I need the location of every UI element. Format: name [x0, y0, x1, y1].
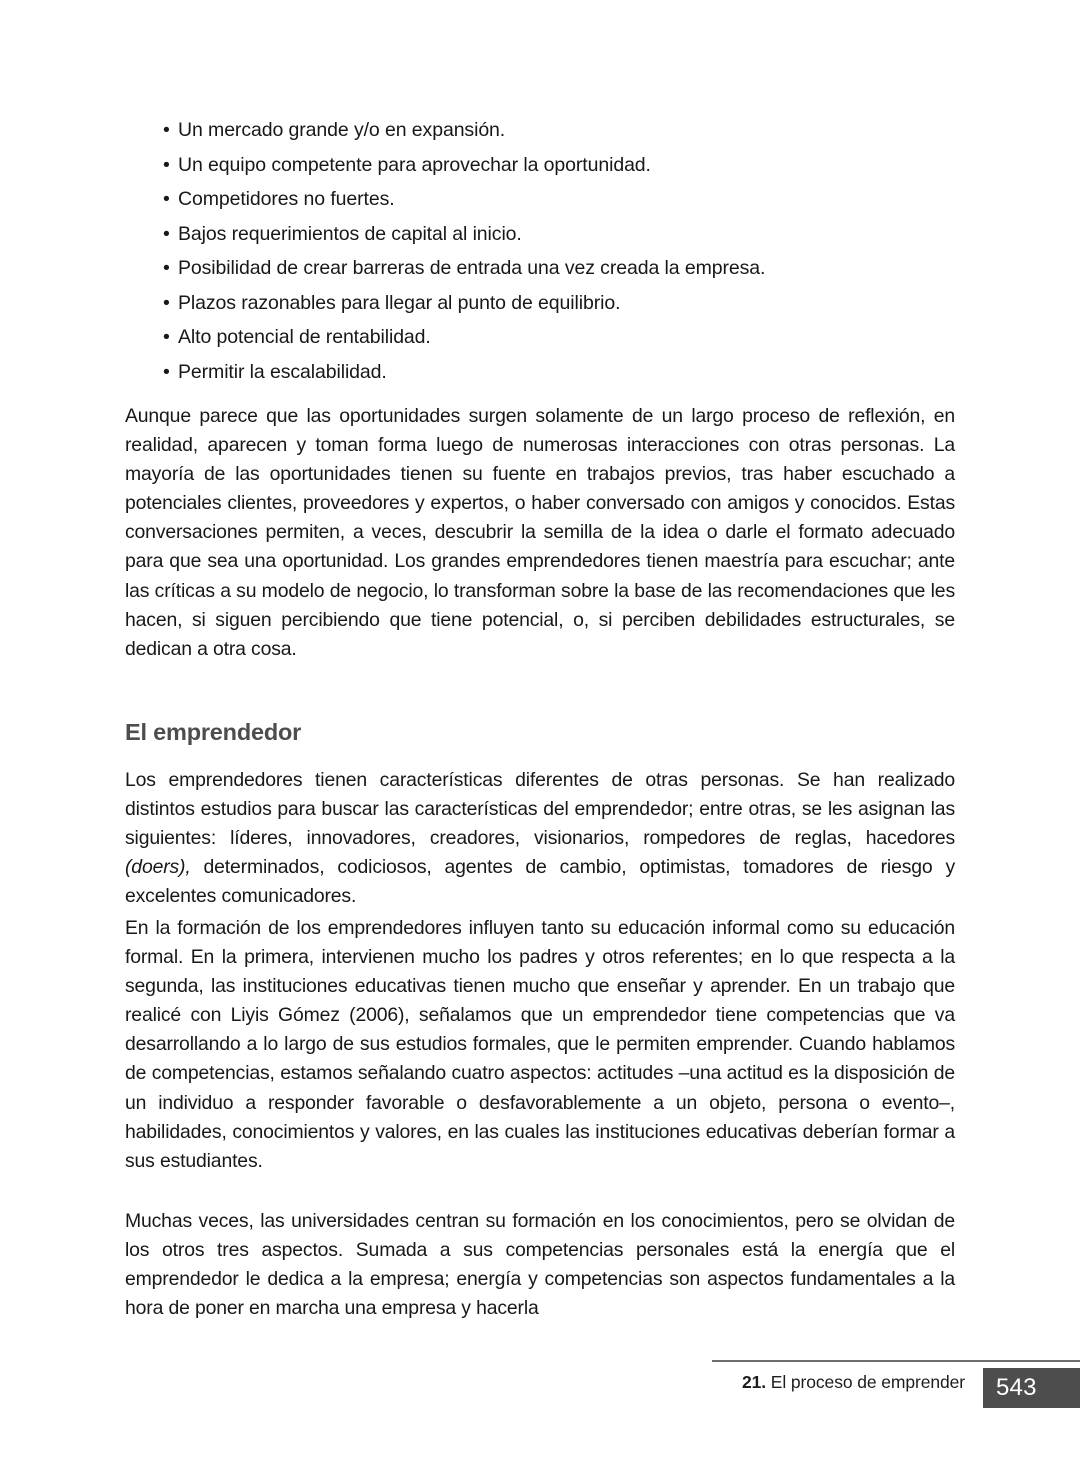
paragraph-block-universities: [125, 1207, 955, 1323]
bullet-icon: •: [163, 326, 170, 348]
bullet-icon: •: [163, 153, 170, 176]
page-title: El emprendedor: [125, 719, 302, 745]
list-item-text: Bajos requerimientos de capital al inicio.: [178, 222, 522, 245]
opportunity-criteria-list: [125, 118, 955, 394]
bullet-icon: •: [163, 291, 170, 314]
list-item: [125, 222, 955, 246]
paragraph-text-after-italic: determinados, codiciosos, agentes de cambio, optimistas, tomadores de riesgo y excelentes comunicadores.: [125, 856, 955, 908]
list-item: [125, 153, 955, 177]
list-item: [125, 118, 955, 142]
list-item: [125, 256, 955, 280]
footer-chapter-number: 21.: [742, 1372, 767, 1392]
page-footer: [0, 1352, 1080, 1459]
footer-chapter-title: El proceso de emprender: [770, 1372, 965, 1392]
paragraph-block-opportunities: [125, 402, 955, 684]
paragraph-block-characteristics: [125, 766, 955, 931]
list-item: [125, 325, 955, 349]
bullet-icon: •: [163, 119, 170, 141]
list-item-text: Un equipo competente para aprovechar la oportunidad.: [178, 153, 651, 176]
page-number-badge: [983, 1368, 1080, 1408]
list-item: [125, 360, 955, 384]
list-item: [125, 291, 955, 315]
list-item-text: Plazos razonables para llegar al punto de equilibrio.: [178, 291, 621, 314]
body-paragraph: [125, 766, 955, 911]
bullet-icon: •: [163, 222, 170, 245]
list-item: [125, 187, 955, 211]
paragraph-text-before-italic: Los emprendedores tienen características diferentes de otras personas. Se han realizado distintos estudios para buscar las características del emprendedor; entre otras, se les asignan las siguientes: líderes, innovadores, creadores, visionarios, rompedores de reglas, hacedores: [125, 769, 955, 850]
italic-term-doers: (doers),: [125, 856, 191, 879]
section-heading-block: [125, 718, 955, 760]
bullet-icon: •: [163, 360, 170, 383]
paragraph-block-education: [125, 914, 955, 1196]
page-number-text: 543: [996, 1374, 1037, 1401]
list-item-text: Un mercado grande y/o en expansión.: [178, 119, 506, 141]
body-paragraph: Aunque parece que las oportunidades surgen solamente de un largo proceso de reflexión, en realidad, aparecen y toman forma luego de numerosas interacciones con otras personas. La mayoría de las oportunidades tienen su fuente en trabajos previos, tras haber escuchado a potenciales clientes, proveedores y expertos, o haber conversado con amigos y conocidos. Estas conversaciones permiten, a veces, descubrir la semilla de la idea o darle el formato adecuado para que sea una oportunidad. Los grandes emprendedores tienen maestría para escuchar; ante las críticas a su modelo de negocio, lo transforman sobre la base de las recomendaciones que les hacen, si siguen percibiendo que tiene potencial, o, si perciben debilidades estructurales, se dedican a otra cosa.: [125, 405, 955, 660]
list-item-text: Alto potencial de rentabilidad.: [178, 326, 431, 348]
bullet-icon: •: [163, 257, 170, 279]
body-paragraph: En la formación de los emprendedores influyen tanto su educación informal como su educación formal. En la primera, intervienen mucho los padres y otros referentes; en lo que respecta a la segunda, las instituciones educativas tienen mucho que enseñar y aprender. En un trabajo que realicé con Liyis Gómez (2006), señalamos que un emprendedor tiene competencias que va desarrollando a lo largo de sus estudios formales, que le permiten emprender. Cuando hablamos de competencias, estamos señalando cuatro aspectos: actitudes –una actitud es la disposición de un individuo a responder favorable o desfavorablemente a un objeto, persona o evento–, habilidades, conocimientos y valores, en las cuales las instituciones educativas deberían formar a sus estudiantes.: [125, 917, 955, 1172]
bullet-icon: •: [163, 188, 170, 210]
footer-chapter-caption: [712, 1370, 965, 1394]
list-item-text: Posibilidad de crear barreras de entrada una vez creada la empresa.: [178, 257, 766, 279]
footer-divider: [712, 1360, 1080, 1362]
list-item-text: Competidores no fuertes.: [178, 188, 395, 210]
body-paragraph: Muchas veces, las universidades centran su formación en los conocimientos, pero se olvidan de los otros tres aspectos. Sumada a sus competencias personales está la energía que el emprendedor le dedica a la empresa; energía y competencias son aspectos fundamentales a la hora de poner en marcha una empresa y hacerla: [125, 1210, 955, 1320]
list-item-text: Permitir la escalabilidad.: [178, 360, 387, 383]
